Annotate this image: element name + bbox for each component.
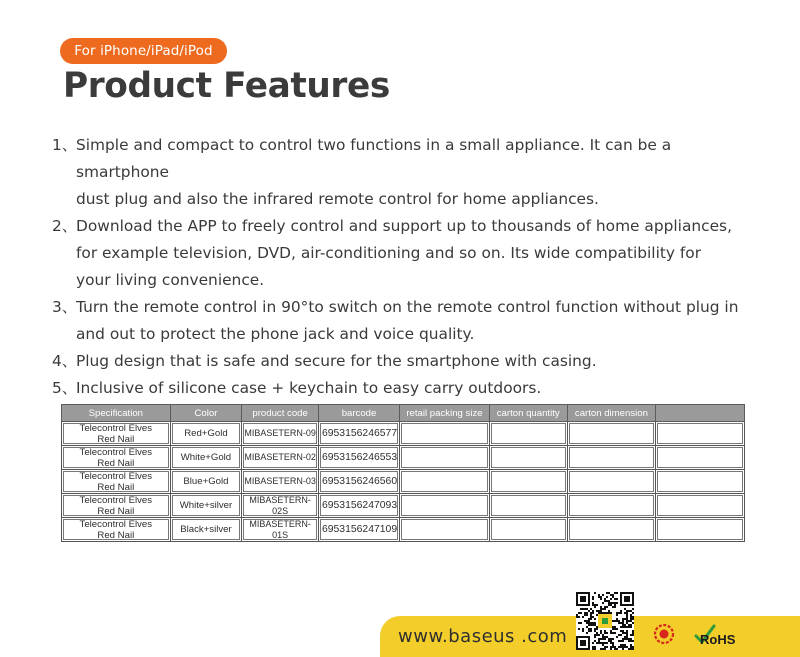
cell-empty	[656, 446, 745, 470]
cell-spec: Telecontrol Elves Red Nail	[62, 518, 171, 542]
cell-color: White+Gold	[170, 446, 242, 470]
spec-table	[61, 404, 745, 542]
cell-barcode: 6953156247109	[318, 518, 399, 542]
cell-empty	[400, 470, 490, 494]
cell-empty	[656, 518, 745, 542]
feature-item	[52, 213, 752, 294]
cell-empty	[489, 518, 567, 542]
feature-text: Download the APP to freely control and support up to thousands of home appliances, for example television, DVD, air-conditioning and so on. Its wide compatibility for your living convenience.	[76, 217, 732, 289]
certification-seal-icon	[652, 622, 676, 646]
column-header: carton dimension	[567, 405, 656, 422]
cell-empty	[656, 470, 745, 494]
cell-empty	[567, 470, 656, 494]
cell-empty	[400, 446, 490, 470]
feature-text: Turn the remote control in 90°to switch on the remote control function without plug in and out to protect the phone jack and voice quality.	[76, 298, 739, 343]
table-row	[62, 518, 745, 542]
column-header: retail packing size	[400, 405, 490, 422]
cell-code: MIBASETERN-03	[242, 470, 319, 494]
table-row	[62, 446, 745, 470]
cell-barcode: 6953156247093	[318, 494, 399, 518]
platform-badge: For iPhone/iPad/iPod	[60, 38, 227, 64]
rohs-label: RoHS	[700, 632, 736, 647]
feature-item	[52, 132, 752, 213]
cell-spec: Telecontrol Elves Red Nail	[62, 422, 171, 446]
feature-text: Simple and compact to control two functions in a small appliance. It can be a smartphone dust plug and also the infrared remote control for home appliances.	[76, 136, 672, 208]
column-header: carton quantity	[489, 405, 567, 422]
column-header: Specification	[62, 405, 171, 422]
table-row	[62, 494, 745, 518]
feature-number: 4、	[52, 352, 78, 370]
qr-code-icon	[576, 592, 634, 650]
cell-empty	[567, 518, 656, 542]
cell-code: MIBASETERN-01S	[242, 518, 319, 542]
cell-empty	[489, 470, 567, 494]
feature-number: 2、	[52, 217, 78, 235]
table-row	[62, 422, 745, 446]
column-header: barcode	[318, 405, 399, 422]
cell-color: Black+silver	[170, 518, 242, 542]
cell-empty	[400, 422, 490, 446]
cell-empty	[489, 446, 567, 470]
cell-code: MIBASETERN-02	[242, 446, 319, 470]
cell-color: White+silver	[170, 494, 242, 518]
cell-code: MIBASETERN-02S	[242, 494, 319, 518]
cell-empty	[489, 422, 567, 446]
cell-empty	[656, 422, 745, 446]
cell-empty	[489, 494, 567, 518]
cell-barcode: 6953156246560	[318, 470, 399, 494]
cell-empty	[656, 494, 745, 518]
feature-number: 1、	[52, 136, 78, 154]
cell-spec: Telecontrol Elves Red Nail	[62, 494, 171, 518]
feature-item	[52, 375, 752, 402]
feature-list	[52, 132, 752, 402]
website-link[interactable]: www.baseus .com	[398, 626, 568, 647]
cell-empty	[567, 422, 656, 446]
feature-number: 3、	[52, 298, 78, 316]
cell-empty	[400, 518, 490, 542]
feature-item	[52, 294, 752, 348]
table-header-row	[62, 405, 745, 422]
cell-empty	[400, 494, 490, 518]
cell-barcode: 6953156246553	[318, 446, 399, 470]
cell-color: Blue+Gold	[170, 470, 242, 494]
cell-empty	[567, 494, 656, 518]
cell-color: Red+Gold	[170, 422, 242, 446]
feature-text: Inclusive of silicone case + keychain to easy carry outdoors.	[76, 379, 542, 397]
cell-code: MIBASETERN-09	[242, 422, 319, 446]
cell-empty	[567, 446, 656, 470]
feature-number: 5、	[52, 379, 78, 397]
table-row	[62, 470, 745, 494]
column-header: Color	[170, 405, 242, 422]
cell-spec: Telecontrol Elves Red Nail	[62, 446, 171, 470]
rohs-logo	[692, 622, 736, 648]
page-title: Product Features	[63, 66, 390, 106]
column-header: product code	[242, 405, 319, 422]
cell-spec: Telecontrol Elves Red Nail	[62, 470, 171, 494]
cell-barcode: 6953156246577	[318, 422, 399, 446]
feature-text: Plug design that is safe and secure for the smartphone with casing.	[76, 352, 597, 370]
column-header	[656, 405, 745, 422]
feature-item	[52, 348, 752, 375]
